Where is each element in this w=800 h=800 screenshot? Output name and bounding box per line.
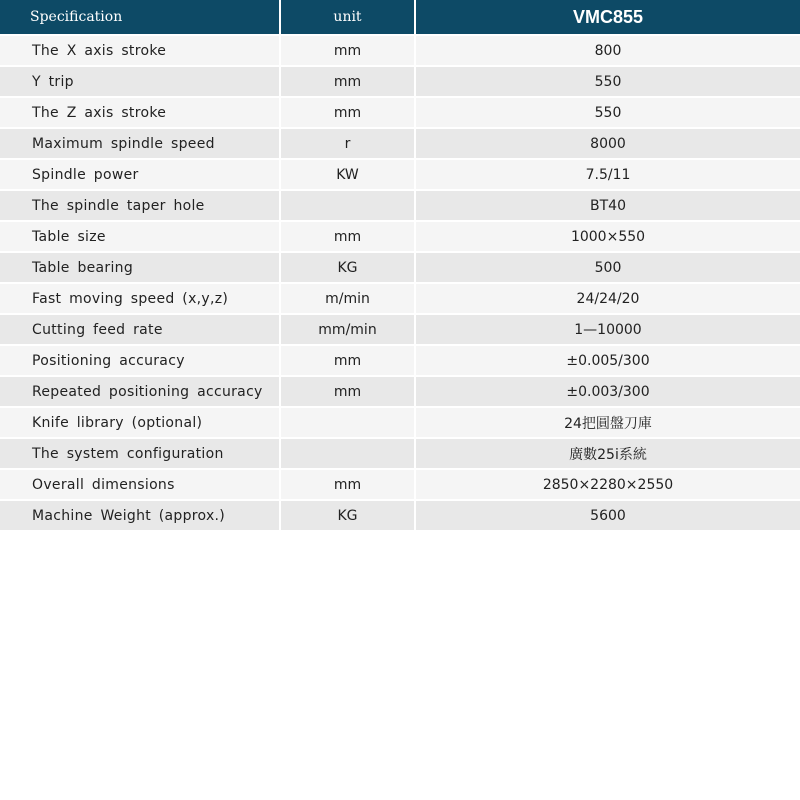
header-row (0, 0, 800, 35)
value-cell: 550 (415, 97, 800, 128)
value-cell: 8000 (415, 128, 800, 159)
unit-cell: KG (280, 252, 415, 283)
unit-cell: mm (280, 35, 415, 66)
spec-cell: The spindle taper hole (0, 190, 280, 221)
value-cell: 2850×2280×2550 (415, 469, 800, 500)
table-row (0, 35, 800, 66)
table-row (0, 345, 800, 376)
table-row (0, 252, 800, 283)
spec-cell: Machine Weight (approx.) (0, 500, 280, 530)
table-body (0, 35, 800, 530)
table-row (0, 469, 800, 500)
unit-cell (280, 407, 415, 438)
unit-cell (280, 438, 415, 469)
table-row (0, 66, 800, 97)
unit-cell: mm (280, 345, 415, 376)
spec-cell: Table size (0, 221, 280, 252)
table-row (0, 500, 800, 530)
unit-cell: mm (280, 97, 415, 128)
table-row (0, 97, 800, 128)
header-unit: unit (280, 0, 415, 35)
table-row (0, 190, 800, 221)
table-row (0, 407, 800, 438)
unit-cell: mm (280, 376, 415, 407)
table-row (0, 159, 800, 190)
header-specification: Specification (0, 0, 280, 35)
unit-cell: mm (280, 221, 415, 252)
table-row (0, 376, 800, 407)
spec-cell: Overall dimensions (0, 469, 280, 500)
value-cell: 800 (415, 35, 800, 66)
header-model: VMC855 (415, 0, 800, 35)
spec-cell: Knife library (optional) (0, 407, 280, 438)
value-cell: 7.5/11 (415, 159, 800, 190)
value-cell: 24/24/20 (415, 283, 800, 314)
spec-cell: The system configuration (0, 438, 280, 469)
value-cell: BT40 (415, 190, 800, 221)
value-cell: 1—10000 (415, 314, 800, 345)
table-header (0, 0, 800, 35)
value-cell: 24把圓盤刀庫 (415, 407, 800, 438)
unit-cell: KG (280, 500, 415, 530)
unit-cell: mm (280, 66, 415, 97)
unit-cell: mm/min (280, 314, 415, 345)
spec-cell: Maximum spindle speed (0, 128, 280, 159)
unit-cell (280, 190, 415, 221)
table-row (0, 283, 800, 314)
unit-cell: mm (280, 469, 415, 500)
table-row (0, 314, 800, 345)
spec-cell: Table bearing (0, 252, 280, 283)
value-cell: ±0.005/300 (415, 345, 800, 376)
value-cell: 550 (415, 66, 800, 97)
spec-cell: The X axis stroke (0, 35, 280, 66)
spec-cell: Y trip (0, 66, 280, 97)
spec-cell: Cutting feed rate (0, 314, 280, 345)
spec-cell: Repeated positioning accuracy (0, 376, 280, 407)
value-cell: ±0.003/300 (415, 376, 800, 407)
table-row (0, 128, 800, 159)
spec-cell: Spindle power (0, 159, 280, 190)
spec-cell: Fast moving speed (x,y,z) (0, 283, 280, 314)
table-row (0, 221, 800, 252)
value-cell: 500 (415, 252, 800, 283)
spec-cell: Positioning accuracy (0, 345, 280, 376)
spec-cell: The Z axis stroke (0, 97, 280, 128)
unit-cell: m/min (280, 283, 415, 314)
unit-cell: r (280, 128, 415, 159)
unit-cell: KW (280, 159, 415, 190)
value-cell: 1000×550 (415, 221, 800, 252)
value-cell: 廣數25i系統 (415, 438, 800, 469)
value-cell: 5600 (415, 500, 800, 530)
table-row (0, 438, 800, 469)
